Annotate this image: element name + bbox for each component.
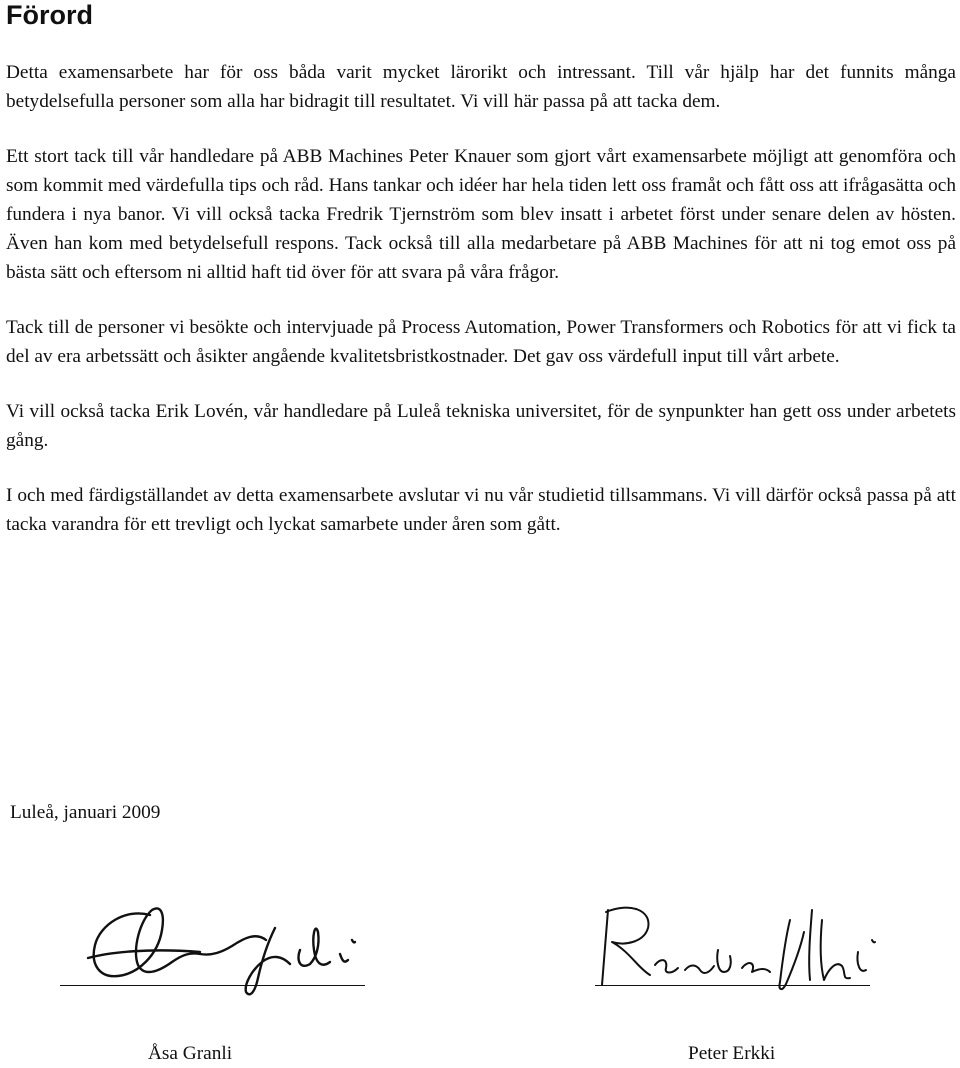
paragraph: Vi vill också tacka Erik Lovén, vår handledare på Luleå tekniska universitet, för de synpunkter han gett oss under arbetets gång. [6, 401, 956, 451]
page-title: Förord [6, 0, 93, 30]
place-and-date: Luleå, januari 2009 [10, 802, 161, 823]
signature-line-2 [595, 985, 870, 986]
signature-block-2 [480, 880, 960, 1064]
paragraph: Ett stort tack till vår handledare på ABB Machines Peter Knauer som gjort vårt examensarbete möjligt att genomföra och som kommit med värdefulla tips och råd. Hans tankar och idéer har hela tiden lett oss framåt och fått oss att ifrågasätta och fundera i nya banor. Vi vill också tacka Fredrik Tjernström som blev insatt i arbetet först under senare delen av hösten. Även han kom med betydelsefull respons. Tack också till alla medarbetare på ABB Machines för att ni tog emot oss på bästa sätt och eftersom ni alltid haft tid över för att svara på våra frågor. [6, 146, 956, 283]
signature-line-1 [60, 985, 365, 986]
signature-block-1 [0, 880, 480, 1064]
paragraph: Detta examensarbete har för oss båda varit mycket lärorikt och intressant. Till vår hjälp har det funnits många betydelsefulla personer som alla har bidragit till resultatet. Vi vill här passa på att tacka dem. [6, 62, 956, 112]
paragraph: Tack till de personer vi besökte och intervjuade på Process Automation, Power Transformers och Robotics för att vi fick ta del av era arbetssätt och åsikter angående kvalitetsbristkostnader. Det gav oss värdefull input till vårt arbete. [6, 317, 956, 367]
signature-name-1: Åsa Granli [148, 1043, 233, 1064]
signature-name-2: Peter Erkki [688, 1043, 776, 1064]
foreword-body [6, 58, 956, 565]
handwritten-signature-1 [0, 880, 480, 1000]
handwritten-signature-2 [480, 880, 960, 1000]
paragraph: I och med färdigställandet av detta examensarbete avslutar vi nu vår studietid tillsammans. Vi vill därför också passa på att tacka varandra för ett trevligt och lyckat samarbete under åren som gått. [6, 485, 956, 535]
